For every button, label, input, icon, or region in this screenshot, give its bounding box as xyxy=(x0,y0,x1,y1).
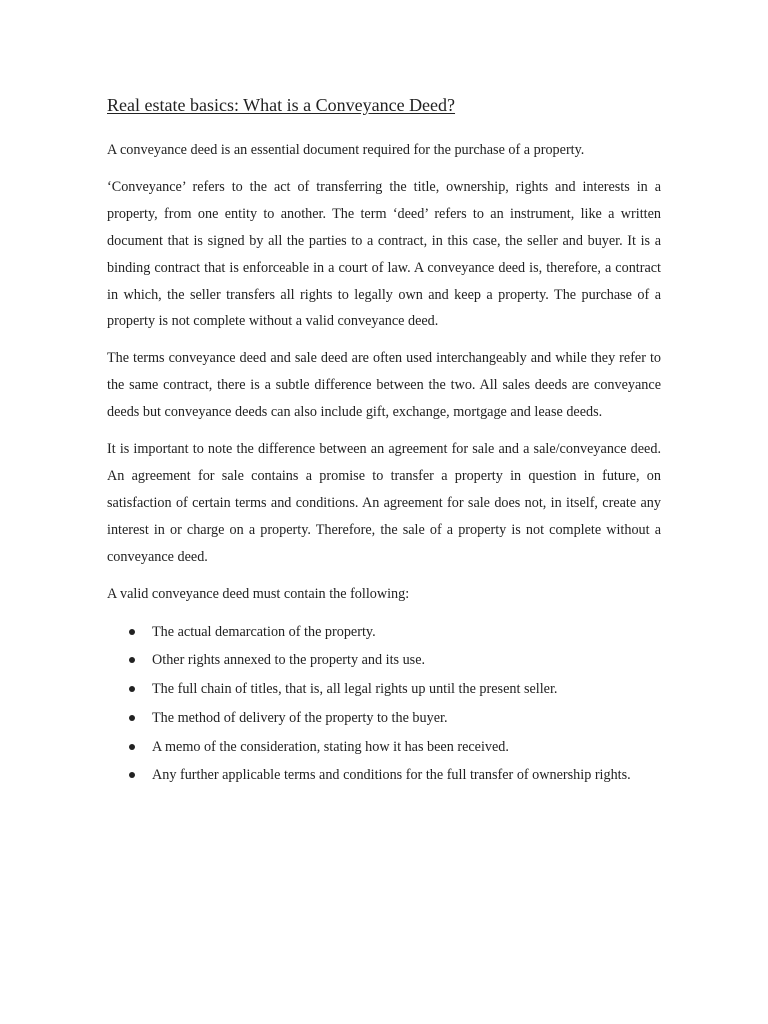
document-body xyxy=(107,93,661,790)
document-title: Real estate basics: What is a Conveyance Deed? xyxy=(107,95,456,115)
conveyance-definition-paragraph: ‘Conveyance’ refers to the act of transferring the title, ownership, rights and interests in a property, from one entity to another. The term ‘deed’ refers to an instrument, like a written document that is signed by all the parties to a contract, in this case, the seller and buyer. It is a binding contract that is enforceable in a court of law. A conveyance deed is, therefore, a contract in which, the seller transfers all rights to legally own and keep a property. The purchase of a property is not complete without a valid conveyance deed. xyxy=(107,178,661,330)
list-item-text: A memo of the consideration, stating how it has been received. xyxy=(152,738,509,755)
bullet-icon xyxy=(129,772,135,778)
list-item xyxy=(107,761,661,790)
bullet-icon xyxy=(129,744,135,750)
sale-deed-comparison-paragraph: The terms conveyance deed and sale deed are often used interchangeably and while they refer to the same contract, there is a subtle difference between the two. All sales deeds are conveyance deeds but conveyance deeds can also include gift, exchange, mortgage and lease deeds. xyxy=(107,350,661,421)
list-item xyxy=(107,646,661,675)
list-item xyxy=(107,618,661,647)
list-item-text: Other rights annexed to the property and its use. xyxy=(152,652,426,669)
requirements-list xyxy=(107,618,661,791)
agreement-for-sale-paragraph: It is important to note the difference between an agreement for sale and a sale/conveyance deed. An agreement for sale contains a promise to transfer a property in question in future, on satisfaction of certain terms and conditions. An agreement for sale does not, in itself, create any interest in or charge on a property. Therefore, the sale of a property is not complete without a conveyance deed. xyxy=(107,441,661,565)
list-item-text: Any further applicable terms and conditions for the full transfer of ownership rights. xyxy=(152,767,631,784)
list-item xyxy=(107,675,661,704)
list-item-text: The actual demarcation of the property. xyxy=(152,623,376,640)
list-item-text: The method of delivery of the property to the buyer. xyxy=(152,709,448,726)
list-item-text: The full chain of titles, that is, all legal rights up until the present seller. xyxy=(152,681,558,698)
intro-paragraph: A conveyance deed is an essential document required for the purchase of a property. xyxy=(107,142,585,158)
bullet-icon xyxy=(129,629,135,635)
bullet-icon xyxy=(129,657,135,663)
bullet-icon xyxy=(129,686,135,692)
bullet-icon xyxy=(129,715,135,721)
requirements-intro-paragraph: A valid conveyance deed must contain the following: xyxy=(107,585,410,602)
list-item xyxy=(107,704,661,733)
list-item xyxy=(107,733,661,762)
